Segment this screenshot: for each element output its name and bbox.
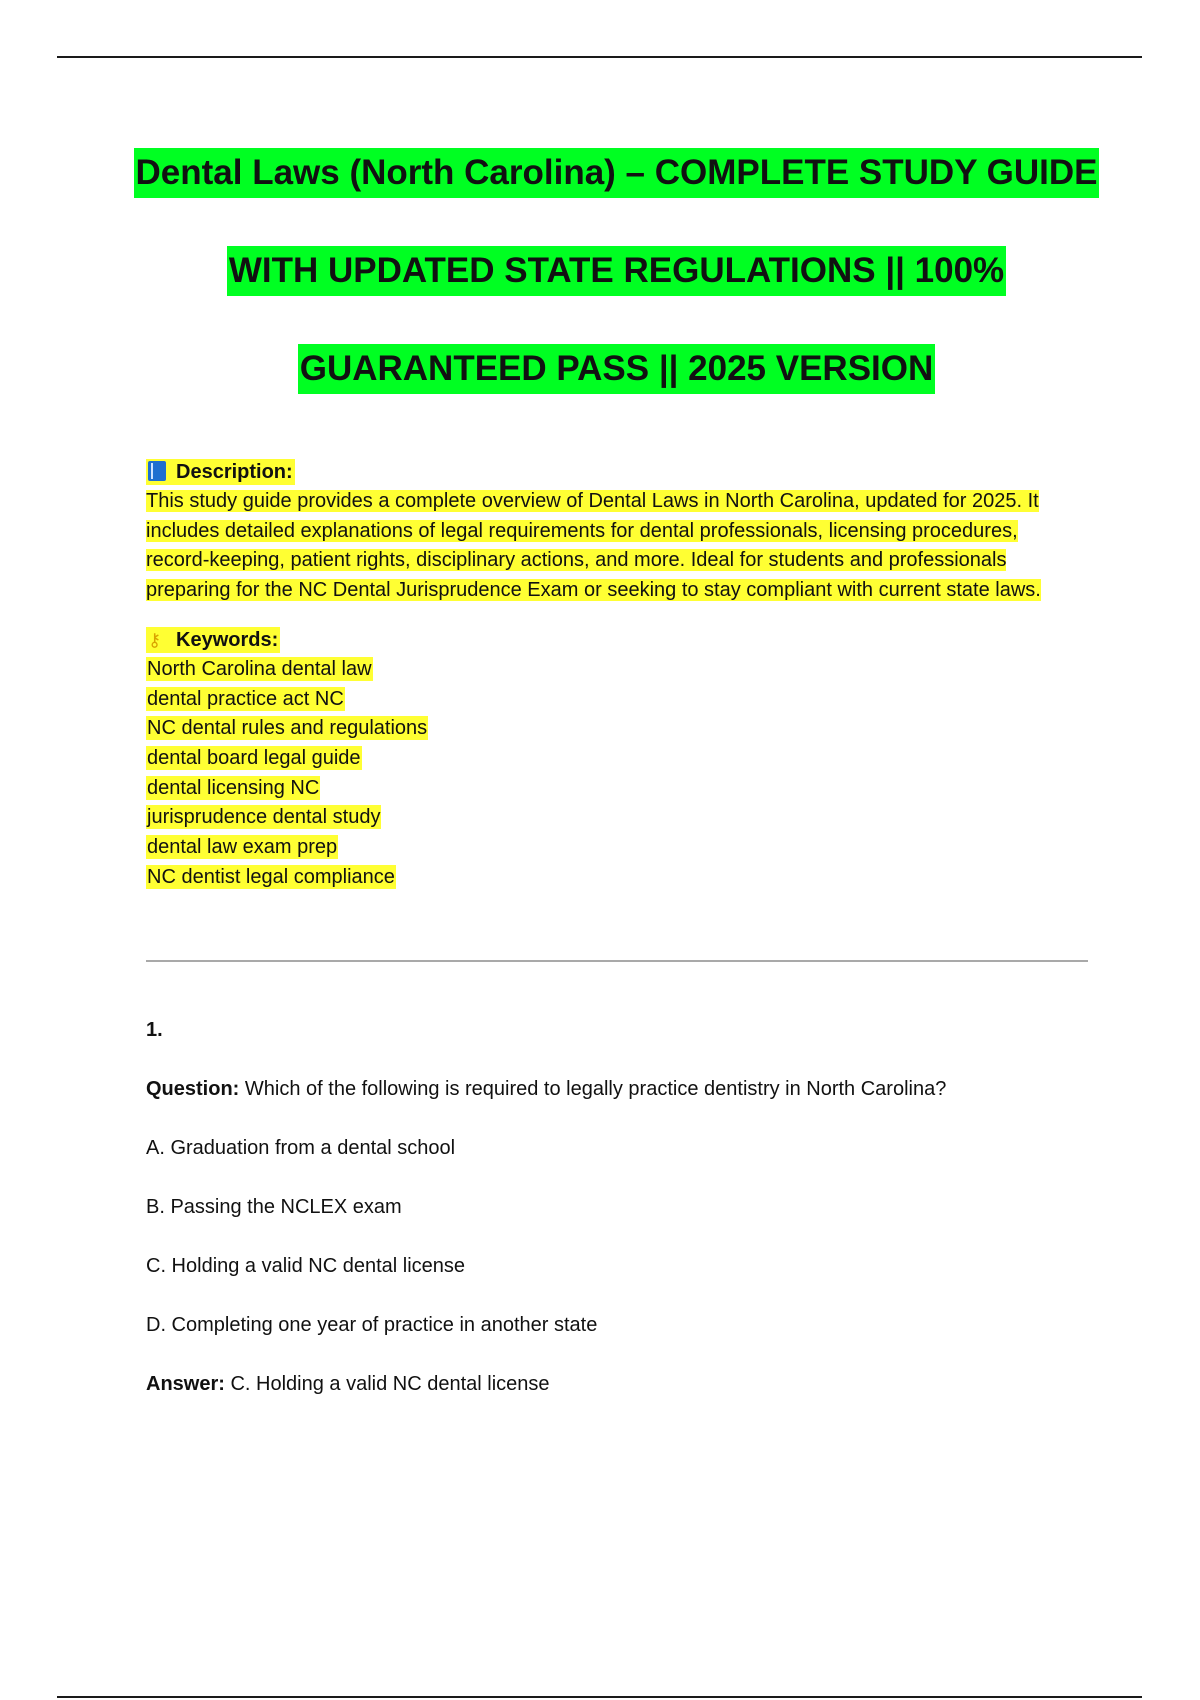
document-title (0, 148, 1200, 442)
keyword-item: jurisprudence dental study (147, 806, 381, 829)
keyword-item: NC dental rules and regulations (147, 717, 428, 740)
question-text: Question: Which of the following is required to legally practice dentistry in North Carolina? (146, 1078, 947, 1100)
section-divider (146, 960, 1088, 962)
bottom-rule (57, 1696, 1142, 1698)
answer-option-b: B. Passing the NCLEX exam (146, 1196, 402, 1218)
keyword-item: dental board legal guide (147, 747, 361, 770)
title-line-2: WITH UPDATED STATE REGULATIONS || 100% (227, 246, 1006, 296)
answer-option-c: C. Holding a valid NC dental license (146, 1255, 466, 1277)
top-rule (57, 56, 1142, 58)
title-line-3: GUARANTEED PASS || 2025 VERSION (298, 344, 936, 394)
description-text: This study guide provides a complete overview of Dental Laws in North Carolina, updated for 2025. It includes detailed explanations of legal requirements for dental professionals, licensing procedures, record-keeping, patient rights, disciplinary actions, and more. Ideal for students and professionals preparing for the NC Dental Jurisprudence Exam or seeking to stay compliant with current state laws. (146, 490, 1041, 601)
answer-option-a: A. Graduation from a dental school (146, 1137, 456, 1159)
keywords-section (146, 625, 1086, 893)
answer-option-d: D. Completing one year of practice in another state (146, 1314, 598, 1336)
keyword-item: North Carolina dental law (147, 658, 372, 680)
description-heading: Description: (146, 457, 295, 487)
question-block (146, 1015, 1106, 1399)
title-line-1: Dental Laws (North Carolina) – COMPLETE STUDY GUIDE (134, 148, 1100, 198)
keyword-item: dental licensing NC (147, 776, 320, 799)
correct-answer: Answer: C. Holding a valid NC dental license (146, 1373, 550, 1395)
keyword-item: dental law exam prep (147, 836, 338, 859)
question-number: 1. (146, 1019, 163, 1041)
keyword-item: NC dentist legal compliance (147, 865, 395, 888)
keywords-heading: ⚷ Keywords: (146, 625, 280, 655)
keyword-item: dental practice act NC (147, 687, 344, 710)
key-icon: ⚷ (148, 630, 162, 650)
intro-section (146, 457, 1086, 893)
book-icon (148, 461, 166, 481)
keyword-list (146, 655, 1086, 893)
